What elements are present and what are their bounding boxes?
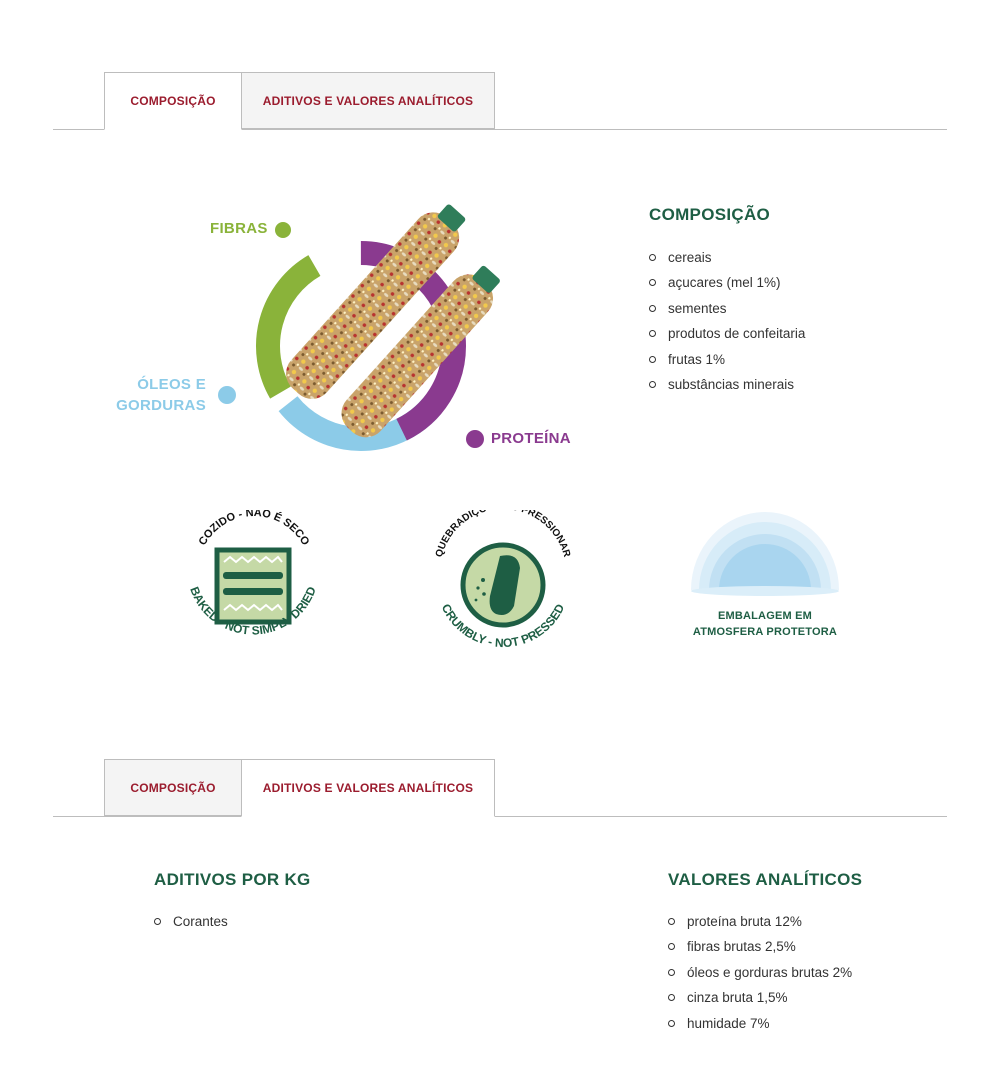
atmosphere-text	[665, 608, 865, 640]
list-item: cereais	[649, 249, 805, 274]
tab-composicao-bottom[interactable]: COMPOSIÇÃO	[104, 759, 242, 816]
valores-list	[668, 913, 852, 1040]
label-proteina: PROTEÍNA	[491, 430, 571, 447]
svg-text:COZIDO - NÃO É SECO	[197, 510, 312, 548]
tab-composicao[interactable]: COMPOSIÇÃO	[104, 72, 242, 130]
aditivos-heading: ADITIVOS POR KG	[154, 870, 311, 889]
legend-dot-oleos	[218, 386, 236, 404]
crumbly-icon	[428, 510, 578, 650]
label-oleos	[110, 374, 206, 416]
baked-icon	[178, 510, 328, 650]
composicao-list	[649, 249, 805, 401]
atmosphere-line2: ATMOSFERA PROTETORA	[692, 626, 838, 638]
list-item: proteína bruta 12%	[668, 913, 852, 938]
label-fibras: FIBRAS	[210, 220, 268, 237]
list-item: substâncias minerais	[649, 376, 805, 401]
tab-divider-line	[53, 816, 947, 817]
legend-dot-proteina	[466, 430, 484, 448]
bottom-tab-bar	[53, 759, 947, 817]
aditivos-list	[154, 913, 228, 938]
badge-baked	[178, 510, 328, 650]
list-item: fibras brutas 2,5%	[668, 938, 852, 963]
atmosphere-line1: EMBALAGEM EM	[717, 610, 813, 622]
baked-top-text: COZIDO - NÃO É SECO	[196, 510, 312, 548]
list-item: produtos de confeitaria	[649, 325, 805, 350]
label-oleos-line2: GORDURAS	[116, 397, 206, 414]
list-item: frutas 1%	[649, 351, 805, 376]
label-oleos-line1: ÓLEOS E	[137, 376, 206, 393]
crumbly-bottom-text: CRUMBLY - NOT PRESSED	[438, 601, 568, 650]
tab-aditivos-valores-bottom[interactable]: ADITIVOS E VALORES ANALÍTICOS	[241, 759, 495, 817]
composicao-heading: COMPOSIÇÃO	[649, 205, 771, 224]
list-item: sementes	[649, 300, 805, 325]
seed-stick-image	[278, 195, 500, 445]
valores-heading: VALORES ANALÍTICOS	[668, 870, 863, 889]
list-item: óleos e gorduras brutas 2%	[668, 964, 852, 989]
badge-crumbly	[428, 510, 578, 650]
list-item: cinza bruta 1,5%	[668, 989, 852, 1014]
crumbly-top-text: QUEBRADIÇ PRESSIONAR	[433, 510, 573, 559]
list-item: Corantes	[154, 913, 228, 938]
list-item: humidade 7%	[668, 1015, 852, 1040]
list-item: açucares (mel 1%)	[649, 274, 805, 299]
baked-bottom-text: BAKED - NOT SIMPLY DRIED	[187, 584, 319, 638]
top-tab-bar	[53, 72, 947, 130]
legend-dot-fibras	[275, 222, 291, 238]
tab-aditivos-valores[interactable]: ADITIVOS E VALORES ANALÍTICOS	[241, 72, 495, 129]
protective-atmosphere-icon	[685, 505, 845, 600]
